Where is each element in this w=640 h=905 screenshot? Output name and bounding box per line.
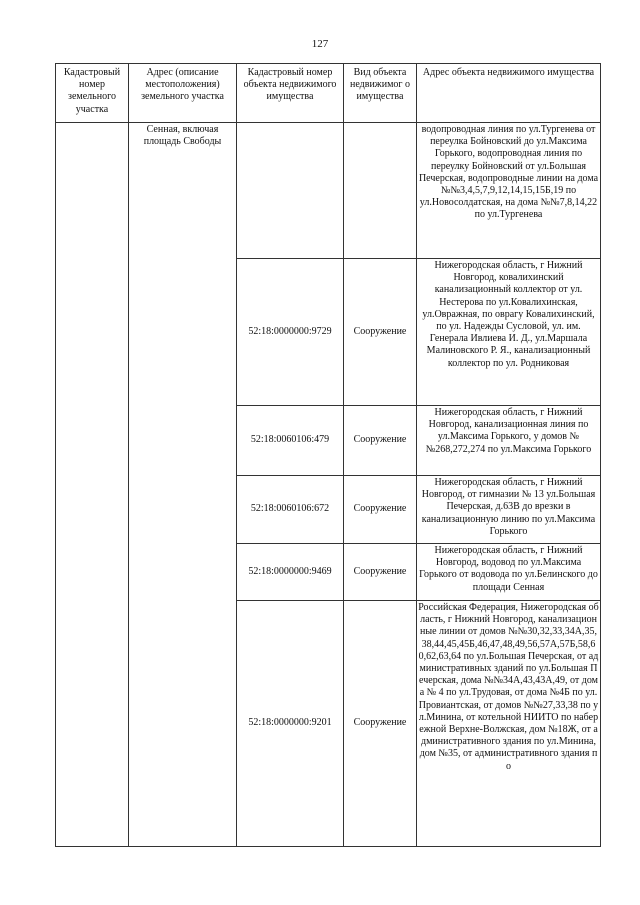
object-cadastral-number	[237, 123, 344, 259]
header-object-kind: Вид объекта недвижимог о имущества	[344, 64, 417, 123]
object-address: Нижегородская область, г Нижний Новгород, водовод по ул.Максима Горького от водовода по ул.Белинского до площади Сенная	[417, 544, 601, 601]
object-address: Нижегородская область, г Нижний Новгород, ковалихинский канализационный коллектор от ул. Нестерова по ул.Ковалихинская, ул.Овражная, по оврагу Ковалихинский, по ул. Надежды Сусловой, ул. им. Генерала Ивлиева И. Д., ул.Маршала Малиновского Р. Я., канализационный коллектор по ул. Родниковая	[417, 259, 601, 406]
object-address: Нижегородская область, г Нижний Новгород, канализационная линия по ул.Максима Горького, у домов №№268,272,274 по ул.Максима Горького	[417, 406, 601, 476]
header-land-cadastral-number: Кадастровый номер земельного участка	[56, 64, 129, 123]
object-address: водопроводная линия по ул.Тургенева от переулка Бойновский до ул.Максима Горького, водопроводная линия по переулку Бойновский от ул.Большая Печерская, водопроводные линии на дома №№3,4,5,7,9,12,14,15,15Б,19 по ул.Новосолдатская, на дома №№7,8,14,22 по ул.Тургенева	[417, 123, 601, 259]
object-kind: Сооружение	[344, 544, 417, 601]
registry-table	[55, 63, 601, 847]
land-cadastral-number	[56, 123, 129, 847]
header-land-address: Адрес (описание местоположения) земельного участка	[129, 64, 237, 123]
object-kind: Сооружение	[344, 601, 417, 847]
table-row	[56, 123, 601, 259]
object-cadastral-number: 52:18:0060106:479	[237, 406, 344, 476]
object-cadastral-number: 52:18:0000000:9201	[237, 601, 344, 847]
page-number: 127	[311, 38, 329, 50]
object-address: Российская Федерация, Нижегородская область, г Нижний Новгород, канализационные линии от домов №№30,32,33,34А,35,38,44,45,45Б,46,47,48,49,56,57А,57Б,58,60,62,63,64 по ул.Большая Печерская, от административных зданий по ул.Большая Печерская, дома №№34А,43,43А,49, от дома № 4 по ул.Трудовая, от дома №4Б по ул.Провиантская, от домов №№27,33,38 по ул.Минина, от котельной НИИТО по набережной Верхне-Волжская, дом №18Ж, от административного здания по ул.Минина, дом №35, от административного здания по	[417, 601, 601, 847]
object-cadastral-number: 52:18:0000000:9469	[237, 544, 344, 601]
table-header-row	[56, 64, 601, 123]
object-cadastral-number: 52:18:0060106:672	[237, 476, 344, 544]
header-object-address: Адрес объекта недвижимого имущества	[417, 64, 601, 123]
object-kind	[344, 123, 417, 259]
header-object-cadastral-number: Кадастровый номер объекта недвижимого имущества	[237, 64, 344, 123]
object-kind: Сооружение	[344, 406, 417, 476]
object-address: Нижегородская область, г Нижний Новгород, от гимназии № 13 ул.Большая Печерская, д.63В до врезки в канализационную линию по ул.Максима Горького	[417, 476, 601, 544]
object-kind: Сооружение	[344, 259, 417, 406]
object-kind: Сооружение	[344, 476, 417, 544]
object-cadastral-number: 52:18:0000000:9729	[237, 259, 344, 406]
land-address: Сенная, включая площадь Свободы	[129, 123, 237, 847]
